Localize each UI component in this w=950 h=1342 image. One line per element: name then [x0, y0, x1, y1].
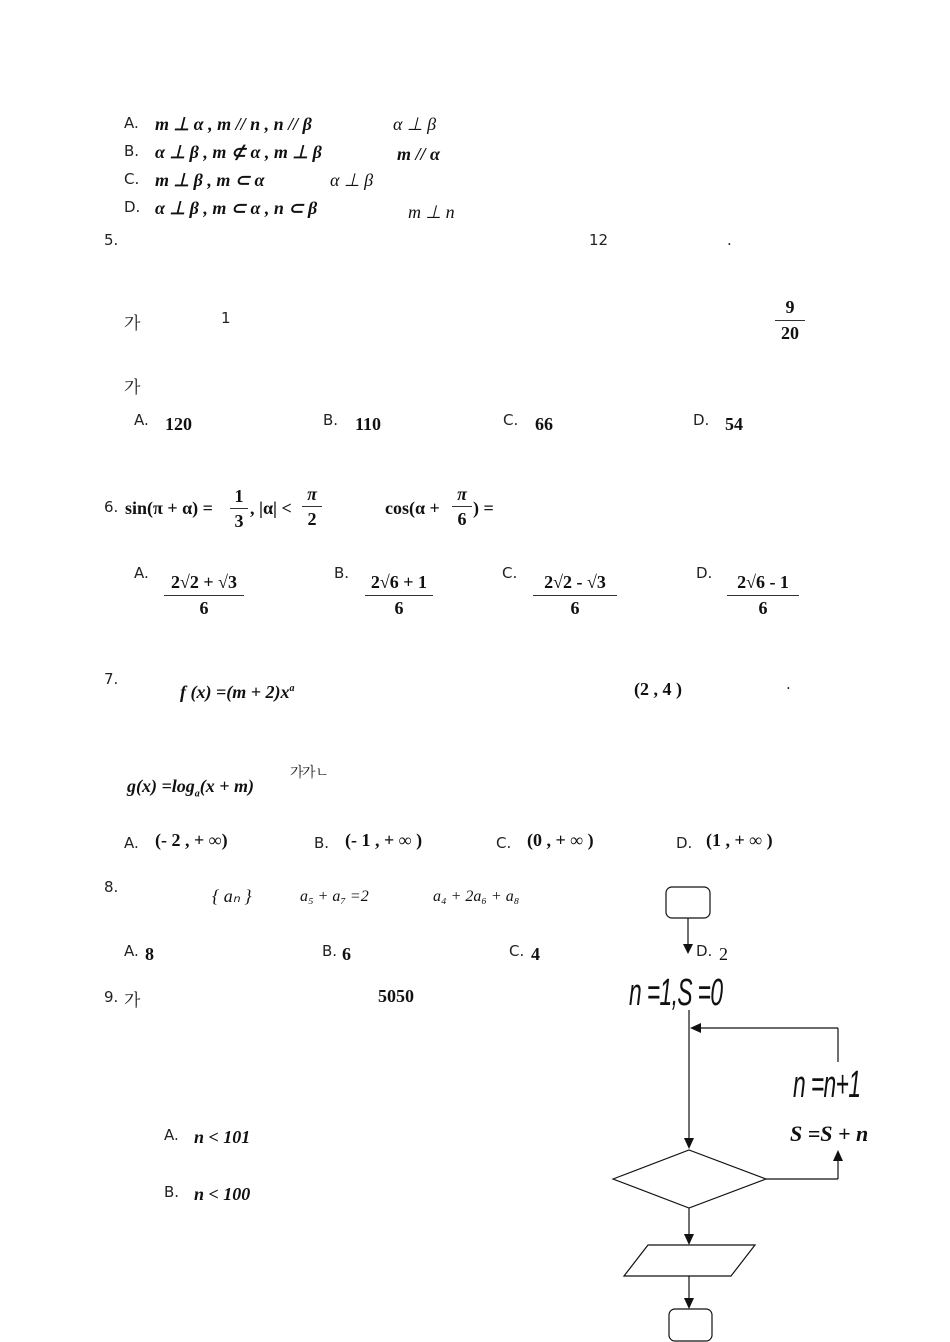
- option-label: C.: [503, 411, 519, 429]
- question-number: 6.: [104, 498, 119, 516]
- option-result: m ⊥ n: [408, 202, 455, 222]
- fraction-denominator: 6: [199, 598, 209, 618]
- arrow-head: [683, 944, 693, 954]
- fraction-numerator: 2√6 - 1: [727, 572, 799, 596]
- arrow-head: [833, 1150, 843, 1161]
- question-number: 7.: [104, 670, 119, 688]
- option-value: 120: [165, 414, 192, 434]
- option-expression: m ⊥ β , m ⊂ α: [155, 170, 265, 190]
- question-period: .: [727, 231, 732, 249]
- fraction-denominator: 6: [457, 509, 467, 529]
- option-label: B.: [322, 942, 338, 960]
- option-value: (- 1 , + ∞ ): [345, 830, 423, 850]
- korean-text: 가: [124, 314, 141, 334]
- option-value: 2: [719, 944, 728, 964]
- question-number: 5.: [104, 231, 119, 249]
- arrow-head: [684, 1234, 694, 1245]
- fraction-numerator: 9: [775, 297, 805, 321]
- option-label: D.: [696, 564, 713, 582]
- option-label: B.: [124, 142, 140, 160]
- end-terminal: [669, 1309, 712, 1341]
- option-value: 6: [342, 944, 351, 964]
- option-label: C.: [502, 564, 518, 582]
- fraction-numerator: 2√2 + √3: [164, 572, 244, 596]
- decision-diamond: [613, 1150, 766, 1208]
- option-label: A.: [124, 834, 139, 852]
- point-coordinates: (2 , 4 ): [634, 679, 682, 699]
- sequence-expression: a₄ + 2a₆ + a₈: [433, 888, 520, 905]
- korean-text: 가ㄴ: [302, 765, 330, 781]
- option-value: (- 2 , + ∞): [155, 830, 228, 850]
- fraction-numerator: 2√2 - √3: [533, 572, 617, 596]
- option-label: B.: [323, 411, 339, 429]
- option-label: C.: [124, 170, 140, 188]
- fraction-numerator: π: [302, 484, 322, 507]
- fraction-denominator: 6: [758, 598, 768, 618]
- fraction-denominator: 6: [394, 598, 404, 618]
- option-label: A.: [134, 564, 149, 582]
- option-label: A.: [134, 411, 149, 429]
- option-result: α ⊥ β: [393, 114, 437, 134]
- option-result: α ⊥ β: [330, 170, 374, 190]
- option-expression: m ⊥ α , m // n , n // β: [155, 114, 312, 134]
- option-label: A.: [164, 1126, 179, 1144]
- option-expression: α ⊥ β , m ⊄ α , m ⊥ β: [155, 142, 322, 162]
- option-label: D.: [696, 942, 713, 960]
- fraction-numerator: π: [452, 484, 472, 507]
- sequence-notation: { aₙ }: [212, 886, 252, 906]
- option-label: D.: [693, 411, 710, 429]
- option-label: C.: [509, 942, 525, 960]
- equation-lhs: sin(π + α) =: [125, 498, 213, 518]
- flowchart-sum: S =S + n: [790, 1121, 869, 1146]
- option-value: (0 , + ∞ ): [527, 830, 594, 850]
- log-function-argument: (x + m): [199, 776, 254, 796]
- fraction-denominator: 20: [781, 323, 799, 343]
- option-value: 54: [725, 414, 743, 434]
- fraction-numerator: 2√6 + 1: [365, 572, 433, 596]
- option-result: m // α: [397, 144, 440, 164]
- option-value: 4: [531, 944, 540, 964]
- question-period: .: [786, 675, 791, 693]
- option-label: A.: [124, 114, 139, 132]
- log-function-head: g(x) =log: [127, 776, 195, 796]
- log-base: a: [194, 788, 200, 800]
- fraction-numerator: 1: [230, 486, 248, 509]
- flowchart-increment: n =n+1: [793, 1064, 861, 1106]
- option-label: B.: [314, 834, 330, 852]
- flowchart-init: n =1,S =0: [629, 972, 723, 1014]
- option-value: n < 101: [194, 1127, 251, 1147]
- fraction-denominator: 3: [234, 511, 244, 531]
- option-expression: α ⊥ β , m ⊂ α , n ⊂ β: [155, 198, 318, 218]
- korean-text: 가: [124, 378, 141, 398]
- output-parallelogram: [624, 1245, 755, 1276]
- option-label: C.: [496, 834, 512, 852]
- option-value: 8: [145, 944, 154, 964]
- exponent: a: [289, 683, 295, 694]
- option-value: 110: [355, 414, 382, 434]
- question-number: 9.: [104, 988, 119, 1006]
- option-label: D.: [676, 834, 693, 852]
- fraction-denominator: 2: [307, 509, 317, 529]
- option-value: 66: [535, 414, 553, 434]
- option-label: D.: [124, 198, 141, 216]
- arrow-head: [684, 1298, 694, 1309]
- function-body: f (x) =(m + 2)x: [180, 682, 290, 702]
- cos-expression: cos(α +: [385, 498, 440, 518]
- option-label: B.: [164, 1183, 180, 1201]
- korean-superscript: 가: [290, 765, 304, 781]
- question-value: 1: [221, 309, 231, 327]
- option-value: n < 100: [194, 1184, 251, 1204]
- option-value: (1 , + ∞ ): [706, 830, 773, 850]
- question-number: 8.: [104, 878, 119, 896]
- question-value: 12: [589, 231, 609, 249]
- fraction-denominator: 6: [570, 598, 580, 618]
- arrow-head: [684, 1138, 694, 1149]
- cos-expression-end: ) =: [473, 498, 494, 518]
- start-terminal: [666, 887, 710, 918]
- korean-text: 가: [124, 991, 141, 1011]
- option-label: A.: [124, 942, 139, 960]
- sequence-condition: a₅ + a₇ =2: [300, 888, 369, 905]
- option-label: B.: [334, 564, 350, 582]
- sum-value: 5050: [378, 986, 414, 1006]
- equation-condition: , |α| <: [250, 498, 292, 518]
- arrow-head: [690, 1023, 701, 1033]
